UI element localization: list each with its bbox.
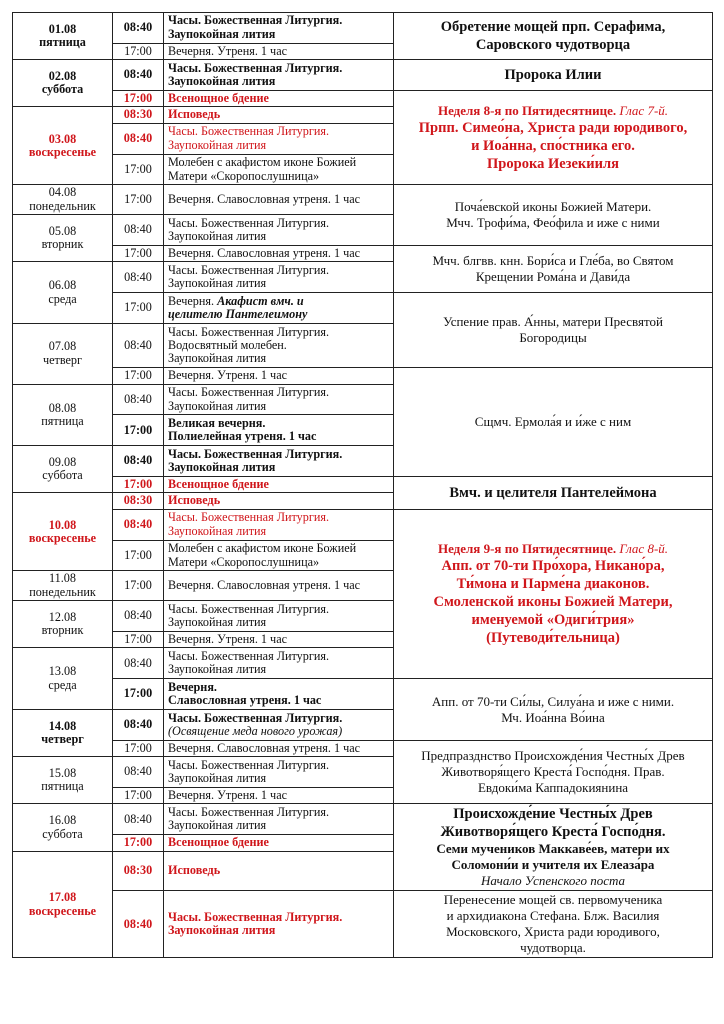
feast-line: Смоленской иконы Божией Матери, <box>433 594 673 611</box>
time-cell: 17:00 <box>113 788 164 804</box>
service-cell <box>164 60 394 91</box>
service-line: Часы. Божественная Литургия. <box>168 710 343 725</box>
service-cell <box>164 493 394 509</box>
time-cell: 08:30 <box>113 851 164 891</box>
time-cell: 17:00 <box>113 477 164 493</box>
service-cell <box>164 107 394 123</box>
feast-line: Вмч. и целителя Пантелеймона <box>449 484 657 501</box>
service-line: Молебен с акафистом иконе Божией <box>168 155 357 170</box>
service-cell <box>164 804 394 835</box>
sunday-label: Неделя 9-я по Пятидесятнице. <box>437 541 617 557</box>
weekday-label: воскресенье <box>28 903 97 918</box>
date-label: 08.08 <box>48 400 77 415</box>
date-label: 15.08 <box>48 765 77 780</box>
feast-cell <box>394 13 713 60</box>
weekday-label: пятница <box>41 779 84 794</box>
service-line: Заупокойная лития <box>168 351 267 366</box>
tone-label: Глас 8-й. <box>619 541 669 557</box>
time-cell: 17:00 <box>113 835 164 851</box>
time-cell: 17:00 <box>113 679 164 710</box>
weekday-label: среда <box>48 677 77 692</box>
time-cell: 08:40 <box>113 757 164 788</box>
service-line: Исповедь <box>168 863 221 878</box>
service-note: (Освящение меда нового урожая) <box>168 723 343 738</box>
service-cell <box>164 740 394 756</box>
service-line: Заупокойная лития <box>168 460 276 475</box>
weekday-label: четверг <box>41 732 84 747</box>
service-cell <box>164 91 394 107</box>
service-line: Молебен с акафистом иконе Божией <box>168 541 357 556</box>
service-cell <box>164 215 394 246</box>
feast-line: Саровского чудотворца <box>475 37 631 54</box>
time-cell: 08:40 <box>113 123 164 154</box>
feast-line: Предпразднство Происхожде́ния Честны́х Древ <box>421 748 685 764</box>
feast-note: Начало Успенского поста <box>480 873 626 889</box>
feast-cell <box>394 679 713 741</box>
feast-cell <box>394 246 713 293</box>
feast-line: Апп. от 70-ти Си́лы, Силуа́на и иже с ними. <box>431 693 675 709</box>
time-cell: 08:30 <box>113 107 164 123</box>
service-cell <box>164 324 394 368</box>
date-cell <box>13 13 113 60</box>
service-line: Водосвятный молебен. <box>168 337 287 352</box>
date-label: 14.08 <box>48 718 77 733</box>
service-line: Часы. Божественная Литургия. <box>168 262 330 277</box>
feast-line: Обретение мощей прп. Серафима, <box>440 19 666 36</box>
service-cell <box>164 415 394 446</box>
service-line: Часы. Божественная Литургия. <box>168 601 330 616</box>
feast-line: Богородицы <box>519 330 587 346</box>
date-cell <box>13 446 113 493</box>
service-cell <box>164 710 394 741</box>
service-cell <box>164 509 394 540</box>
date-label: 04.08 <box>48 185 77 200</box>
service-line: Часы. Божественная Литургия. <box>168 13 343 28</box>
weekday-label: воскресенье <box>28 530 97 545</box>
table-row <box>13 804 713 835</box>
date-label: 16.08 <box>48 813 77 828</box>
feast-line: Мч. Иоа́нна Во́ина <box>501 709 605 725</box>
feast-line: Семи мучеников Маккаве́ев, матери их <box>436 841 670 857</box>
table-row <box>13 13 713 44</box>
time-cell: 17:00 <box>113 185 164 215</box>
time-cell: 08:40 <box>113 13 164 44</box>
date-label: 05.08 <box>48 223 77 238</box>
feast-line: Соломони́и и учителя их Елеаза́ра <box>451 857 655 873</box>
service-line: Часы. Божественная Литургия. <box>168 324 330 339</box>
service-line: Заупокойная лития <box>168 398 267 413</box>
feast-heading <box>398 541 708 557</box>
table-row <box>13 891 713 958</box>
feast-cell <box>394 740 713 804</box>
service-cell <box>164 293 394 324</box>
table-row <box>13 477 713 493</box>
service-cell <box>164 384 394 415</box>
feast-line: Апп. от 70-ти Про́хора, Никано́ра, <box>441 558 665 575</box>
service-cell <box>164 788 394 804</box>
feast-line: (Путеводи́тельница) <box>486 630 620 647</box>
service-cell <box>164 446 394 477</box>
date-cell <box>13 571 113 601</box>
service-line: Всенощное бдение <box>168 835 269 850</box>
date-label: 06.08 <box>48 278 77 293</box>
service-line: Всенощное бдение <box>168 477 269 491</box>
feast-line: Евдоки́ма Каппадокиянина <box>477 780 629 796</box>
service-line: Заупокойная лития <box>168 229 267 244</box>
date-cell <box>13 384 113 446</box>
time-cell: 08:40 <box>113 601 164 632</box>
time-cell: 17:00 <box>113 415 164 446</box>
service-cell <box>164 477 394 493</box>
date-cell <box>13 107 113 185</box>
service-line: Часы. Божественная Литургия. <box>168 215 330 230</box>
feast-line: Московского, Христа ради юродивого, <box>446 924 660 940</box>
time-cell: 08:30 <box>113 493 164 509</box>
service-line: Заупокойная лития <box>168 74 276 89</box>
table-row <box>13 679 713 710</box>
time-cell: 17:00 <box>113 246 164 262</box>
weekday-label: воскресенье <box>28 144 97 159</box>
table-row <box>13 60 713 91</box>
time-cell: 08:40 <box>113 384 164 415</box>
feast-major-line: Происхожде́ние Честны́х Древ <box>453 806 653 823</box>
time-cell: 08:40 <box>113 891 164 958</box>
service-cell <box>164 185 394 215</box>
service-line: Часы. Божественная Литургия. <box>168 648 330 663</box>
service-cell <box>164 368 394 384</box>
feast-line: Прпп. Симео́на, Христа ради юродивого, <box>418 119 688 136</box>
feast-line: Мчч. блгвв. кнн. Бори́са и Гле́ба, во Святом <box>432 253 674 269</box>
time-cell: 17:00 <box>113 368 164 384</box>
feast-cell <box>394 477 713 510</box>
weekday-label: вторник <box>41 623 84 638</box>
service-line: целителю Пантелеимону <box>168 307 308 322</box>
service-line: Часы. Божественная Литургия. <box>168 910 343 925</box>
service-line: Вечерня. Славословная утреня. 1 час <box>168 246 361 261</box>
service-cell <box>164 540 394 571</box>
date-cell <box>13 215 113 262</box>
service-line: Часы. Божественная Литургия. <box>168 804 330 819</box>
service-line: Матери «Скоропослушница» <box>168 554 320 569</box>
feast-major-line: Животворя́щего Креста́ Госпо́дня. <box>440 824 666 841</box>
table-row <box>13 509 713 540</box>
weekday-label: пятница <box>41 413 84 428</box>
service-line: Часы. Божественная Литургия. <box>168 124 330 139</box>
date-cell <box>13 493 113 571</box>
weekday-label: суббота <box>41 82 84 97</box>
service-cell <box>164 43 394 59</box>
service-line: Часы. Божественная Литургия. <box>168 446 343 461</box>
service-cell <box>164 571 394 601</box>
service-line: Славословная утреня. 1 час <box>168 693 322 708</box>
time-cell: 08:40 <box>113 262 164 293</box>
service-cell <box>164 13 394 44</box>
weekday-label: вторник <box>41 237 84 252</box>
time-cell: 08:40 <box>113 215 164 246</box>
service-line: Полиелейная утреня. 1 час <box>168 429 317 444</box>
feast-line: Животворя́щего Креста́ Госпо́дня. Прав. <box>441 764 665 780</box>
service-line: Вечерня. Славословная утреня. 1 час <box>168 192 361 207</box>
feast-line: именуемой «Одиги́трия» <box>471 612 635 629</box>
service-line: Заупокойная лития <box>168 276 267 291</box>
table-row <box>13 246 713 262</box>
service-line: Заупокойная лития <box>168 818 267 833</box>
schedule-body <box>13 13 713 958</box>
service-line: Исповедь <box>168 493 221 508</box>
service-line: Вечерня. Утреня. 1 час <box>168 43 288 58</box>
table-row <box>13 91 713 107</box>
date-label: 10.08 <box>48 517 77 532</box>
service-line: Заупокойная лития <box>168 771 267 786</box>
date-cell <box>13 757 113 804</box>
feast-line: Ти́мона и Парме́на диаконов. <box>456 576 650 593</box>
feast-line: Крещении Рома́на и Дави́да <box>475 269 631 285</box>
service-line: Вечерня. Акафист вмч. и <box>168 293 304 308</box>
service-line: Вечерня. Утреня. 1 час <box>168 368 288 383</box>
feast-line: и архидиакона Стефана. Блж. Василия <box>446 908 660 924</box>
service-line: Часы. Божественная Литургия. <box>168 510 330 525</box>
weekday-label: понедельник <box>29 198 96 213</box>
time-cell: 17:00 <box>113 154 164 185</box>
service-line: Заупокойная лития <box>168 923 276 938</box>
service-cell <box>164 835 394 851</box>
schedule-table <box>12 12 713 958</box>
date-cell <box>13 324 113 385</box>
date-cell <box>13 851 113 958</box>
feast-cell <box>394 804 713 891</box>
date-label: 01.08 <box>48 21 77 36</box>
service-cell <box>164 757 394 788</box>
tone-label: Глас 7-й. <box>619 102 669 118</box>
service-cell <box>164 123 394 154</box>
service-line: Часы. Божественная Литургия. <box>168 60 343 75</box>
table-row <box>13 185 713 215</box>
feast-cell <box>394 185 713 246</box>
feast-cell <box>394 368 713 477</box>
service-cell <box>164 632 394 648</box>
feast-line: Перенесение мощей св. первомученика <box>443 892 663 908</box>
service-line: Часы. Божественная Литургия. <box>168 757 330 772</box>
feast-line: Пророка Иезеки́иля <box>487 155 619 172</box>
date-cell <box>13 60 113 107</box>
service-line: Заупокойная лития <box>168 615 267 630</box>
service-line: Часы. Божественная Литургия. <box>168 385 330 400</box>
time-cell: 08:40 <box>113 446 164 477</box>
feast-cell <box>394 509 713 678</box>
service-cell <box>164 679 394 710</box>
time-cell: 17:00 <box>113 740 164 756</box>
feast-line: Пророка Илии <box>504 67 602 84</box>
feast-line: Мчч. Трофи́ма, Фео́фила и иже с ними <box>446 215 660 231</box>
date-cell <box>13 185 113 215</box>
service-line: Вечерня. <box>168 679 217 694</box>
schedule-sheet <box>12 12 712 958</box>
service-line: Заупокойная лития <box>168 523 267 538</box>
date-cell <box>13 804 113 851</box>
feast-heading <box>398 103 708 119</box>
service-cell <box>164 648 394 679</box>
date-label: 11.08 <box>49 571 76 586</box>
weekday-label: суббота <box>42 468 83 483</box>
service-line: Матери «Скоропослушница» <box>168 168 320 183</box>
date-cell <box>13 601 113 648</box>
date-label: 12.08 <box>48 609 77 624</box>
time-cell: 08:40 <box>113 509 164 540</box>
date-cell <box>13 262 113 324</box>
feast-line: Поча́евской иконы Божией Матери. <box>454 199 652 215</box>
service-cell <box>164 154 394 185</box>
feast-line: Успение прав. А́нны, матери Пресвятой <box>443 314 663 330</box>
time-cell: 17:00 <box>113 43 164 59</box>
date-cell <box>13 710 113 757</box>
date-label: 03.08 <box>48 131 77 146</box>
time-cell: 08:40 <box>113 324 164 368</box>
date-cell <box>13 648 113 710</box>
service-line: Заупокойная лития <box>168 26 276 41</box>
feast-cell <box>394 91 713 185</box>
date-label: 13.08 <box>48 664 77 679</box>
feast-cell <box>394 60 713 91</box>
feast-cell <box>394 891 713 958</box>
sunday-label: Неделя 8-я по Пятидесятнице. <box>437 102 617 118</box>
time-cell: 08:40 <box>113 804 164 835</box>
table-row <box>13 740 713 756</box>
service-line: Исповедь <box>168 107 221 122</box>
time-cell: 08:40 <box>113 648 164 679</box>
time-cell: 17:00 <box>113 540 164 571</box>
weekday-label: понедельник <box>29 584 96 599</box>
time-cell: 17:00 <box>113 293 164 324</box>
weekday-label: четверг <box>42 352 83 367</box>
weekday-label: суббота <box>42 826 83 841</box>
service-line: Заупокойная лития <box>168 662 267 677</box>
time-cell: 17:00 <box>113 91 164 107</box>
service-cell <box>164 246 394 262</box>
service-cell <box>164 601 394 632</box>
table-row <box>13 293 713 324</box>
service-cell <box>164 262 394 293</box>
time-cell: 17:00 <box>113 571 164 601</box>
service-cell <box>164 851 394 891</box>
date-label: 02.08 <box>48 68 77 83</box>
feast-cell <box>394 293 713 368</box>
table-row <box>13 368 713 384</box>
service-line: Вечерня. Утреня. 1 час <box>168 632 288 647</box>
weekday-label: среда <box>48 291 77 306</box>
service-cell <box>164 891 394 958</box>
service-line: Вечерня. Славословная утреня. 1 час <box>168 740 361 755</box>
feast-line: и Иоа́нна, спо́стника его. <box>471 137 635 154</box>
time-cell: 08:40 <box>113 60 164 91</box>
time-cell: 08:40 <box>113 710 164 741</box>
date-label: 07.08 <box>48 339 77 354</box>
service-line: Великая вечерня. <box>168 415 266 430</box>
service-line: Заупокойная лития <box>168 137 267 152</box>
date-label: 17.08 <box>48 890 77 905</box>
weekday-label: пятница <box>39 35 86 50</box>
feast-line: Сщмч. Ермола́я и и́же с ним <box>474 414 632 430</box>
service-line: Вечерня. Утреня. 1 час <box>168 788 288 803</box>
feast-line: чудотворца. <box>520 940 586 956</box>
date-label: 09.08 <box>48 454 77 469</box>
service-line: Вечерня. Славословная утреня. 1 час <box>168 578 361 593</box>
time-cell: 17:00 <box>113 632 164 648</box>
service-line: Всенощное бдение <box>168 91 269 105</box>
